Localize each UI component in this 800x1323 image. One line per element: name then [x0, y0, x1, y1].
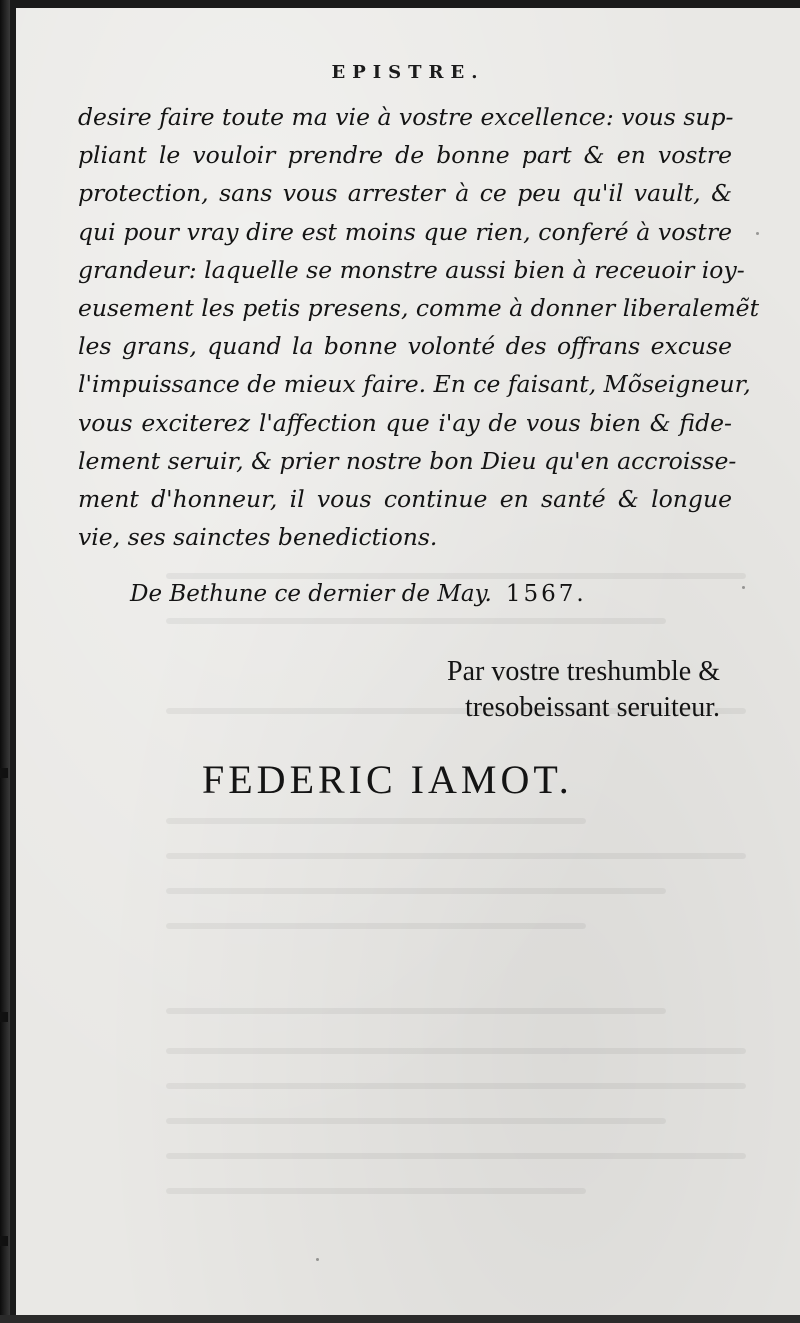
paper-speck [316, 1258, 319, 1261]
salutation-line: tresobeissant seruiteur. [464, 692, 720, 723]
text-line: pliant le vouloir prendre de bonne part & en vostre [78, 141, 732, 170]
author-signature: FEDERIC IAMOT. [202, 757, 573, 802]
bleed-through-line [166, 1048, 746, 1054]
text-line: qui pour vray dire est moins que rien, conferé à vostre [78, 217, 732, 246]
book-page [16, 8, 800, 1315]
bleed-through-line [166, 853, 746, 859]
text-line: l'impuissance de mieux faire. En ce faisant, Mõseigneur, [78, 370, 751, 399]
book-gutter-shadow [0, 0, 10, 1323]
bleed-through-line [166, 1153, 746, 1159]
text-line: protection, sans vous arrester à ce peu qu'il vault, & [78, 179, 732, 208]
closing-salutation [16, 654, 720, 726]
page-bottom-edge [0, 1315, 800, 1323]
bleed-through-line [166, 818, 586, 824]
text-line: les grans, quand la bonne volonté des offrans excuse [78, 332, 732, 361]
bleed-through-line [166, 1083, 746, 1089]
dateline [130, 581, 587, 607]
bleed-through-line [166, 573, 746, 579]
text-line: grandeur: laquelle se monstre aussi bien à receuoir ioy- [78, 255, 745, 284]
salutation-line: Par vostre treshumble & [447, 656, 720, 687]
paper-speck [756, 232, 759, 235]
text-line: vie, ses sainctes benedictions. [78, 523, 438, 552]
bleed-through-line [166, 923, 586, 929]
epistle-body [78, 98, 760, 556]
bleed-through-line [166, 1008, 666, 1014]
text-line: eusement les petis presens, comme à donner liberalemẽt [78, 293, 760, 322]
dateline-year: 1567. [505, 581, 587, 607]
running-title: EPISTRE. [331, 62, 485, 83]
bleed-through-line [166, 1188, 586, 1194]
binding-thread-mark [0, 1012, 8, 1022]
paper-speck [742, 586, 745, 589]
text-line: lement seruir, & prier nostre bon Dieu qu'en accroisse- [78, 446, 737, 475]
binding-thread-mark [0, 768, 8, 778]
dateline-place: De Bethune ce dernier de May. [130, 581, 492, 607]
bleed-through-line [166, 618, 666, 624]
text-line: vous exciterez l'affection que i'ay de vous bien & fide- [78, 408, 732, 437]
binding-thread-mark [0, 1236, 8, 1246]
text-line: ment d'honneur, il vous continue en santé & longue [78, 484, 732, 513]
bleed-through-line [166, 1118, 666, 1124]
bleed-through-line [166, 888, 666, 894]
text-line: desire faire toute ma vie à vostre excellence: vous sup- [78, 103, 734, 131]
